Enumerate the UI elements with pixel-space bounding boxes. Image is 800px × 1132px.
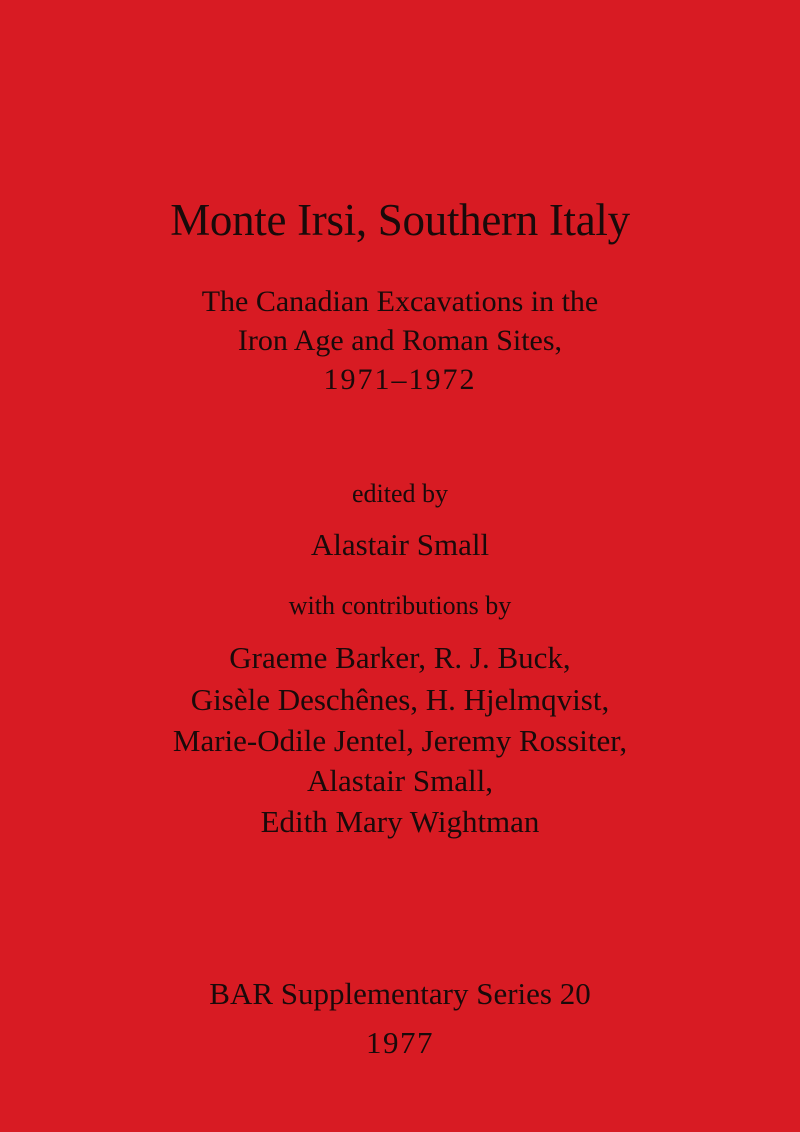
contributor-line: Marie-Odile Jentel, Jeremy Rossiter, [172, 723, 628, 758]
publication-year: 1977 [366, 1025, 434, 1060]
contributor-line: Edith Mary Wightman [260, 804, 540, 839]
subtitle-line-1: The Canadian Excavations in the [201, 285, 599, 318]
subtitle-dates: 1971–1972 [323, 363, 477, 396]
contributor-line: Graeme Barker, R. J. Buck, [229, 640, 571, 675]
contributions-label: with contributions by [288, 591, 512, 620]
edited-by-label: edited by [351, 479, 449, 508]
series-name: BAR Supplementary Series 20 [209, 976, 591, 1011]
subtitle-line-2: Iron Age and Roman Sites, [237, 324, 563, 357]
contributor-line: Gisèle Deschênes, H. Hjelmqvist, [190, 682, 610, 717]
contributor-line: Alastair Small, [307, 763, 493, 798]
book-title: Monte Irsi, Southern Italy [170, 195, 630, 245]
editor-name: Alastair Small [310, 527, 490, 562]
